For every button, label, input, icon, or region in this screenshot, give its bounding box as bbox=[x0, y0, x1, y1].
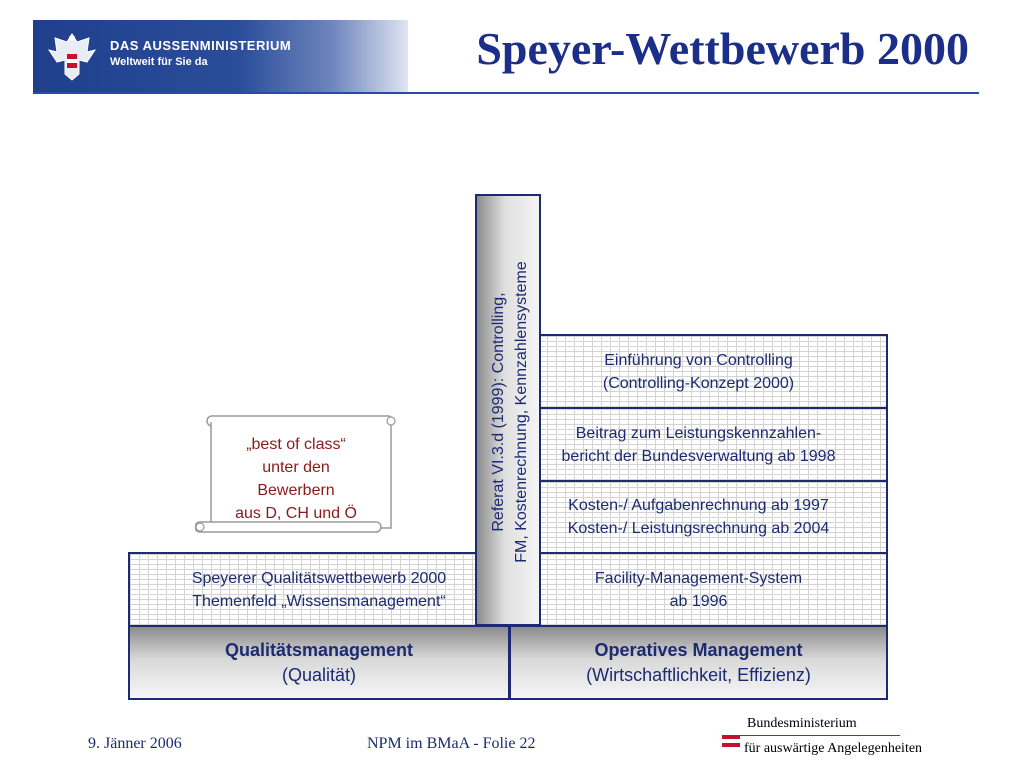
quality-management-subtitle: (Qualität) bbox=[281, 664, 357, 685]
quality-competition-box bbox=[128, 552, 510, 627]
scroll-line-4: aus D, CH und Ö bbox=[235, 505, 357, 522]
ministry-logo-banner bbox=[33, 20, 408, 92]
cost-accounting-box bbox=[509, 480, 888, 554]
scroll-line-2: unter den bbox=[262, 459, 330, 476]
pillar-line-2: FM, Kostenrechnung, Kennzahlensysteme bbox=[513, 261, 530, 563]
operative-management-base bbox=[509, 625, 888, 700]
operative-management-title: Operatives Management bbox=[594, 639, 803, 660]
ministry-name-line-1: Bundesministerium bbox=[747, 716, 857, 731]
footer-slide-label: NPM im BMaA - Folie 22 bbox=[367, 735, 536, 752]
controlling-line-1: Einführung von Controlling bbox=[604, 351, 793, 369]
logo-slogan: Weltweit für Sie da bbox=[110, 56, 208, 68]
header-divider bbox=[33, 92, 979, 94]
eagle-icon bbox=[43, 28, 101, 86]
footer-date: 9. Jänner 2006 bbox=[88, 735, 182, 752]
facility-management-line-2: ab 1996 bbox=[669, 592, 728, 610]
pillar-text bbox=[487, 261, 533, 563]
facility-management-line-1: Facility-Management-System bbox=[594, 569, 803, 587]
performance-indicators-box bbox=[509, 407, 888, 482]
pillar-line-1: Referat VI.3.d (1999): Controlling, bbox=[490, 292, 507, 532]
quality-competition-line-1: Speyerer Qualitätswettbewerb 2000 bbox=[191, 569, 447, 587]
scroll-text bbox=[210, 433, 382, 525]
cost-accounting-line-1: Kosten-/ Aufgabenrechnung ab 1997 bbox=[568, 497, 829, 514]
logo-title: DAS AUSSENMINISTERIUM bbox=[110, 38, 292, 53]
austria-flag-icon bbox=[722, 735, 740, 749]
performance-indicators-line-2: bericht der Bundesverwaltung ab 1998 bbox=[561, 447, 836, 465]
performance-indicators-line-1: Beitrag zum Leistungskennzahlen- bbox=[575, 424, 822, 442]
facility-management-box bbox=[509, 552, 888, 627]
ministry-name-line-2: für auswärtige Angelegenheiten bbox=[744, 741, 923, 756]
controlling-box bbox=[509, 334, 888, 409]
controlling-department-pillar bbox=[475, 194, 541, 626]
scroll-line-3: Bewerbern bbox=[257, 482, 335, 499]
quality-competition-line-2: Themenfeld „Wissensmanagement“ bbox=[192, 592, 446, 610]
scroll-line-1: „best of class“ bbox=[246, 436, 346, 453]
slide-title: Speyer-Wettbewerb 2000 bbox=[476, 23, 969, 74]
quality-management-base bbox=[128, 625, 510, 700]
cost-accounting-line-2: Kosten-/ Leistungsrechnung ab 2004 bbox=[567, 520, 830, 537]
operative-management-subtitle: (Wirtschaftlichkeit, Effizienz) bbox=[586, 664, 811, 685]
controlling-line-2: (Controlling-Konzept 2000) bbox=[602, 374, 795, 392]
ministry-divider bbox=[740, 735, 900, 736]
quality-management-title: Qualitätsmanagement bbox=[224, 639, 414, 660]
